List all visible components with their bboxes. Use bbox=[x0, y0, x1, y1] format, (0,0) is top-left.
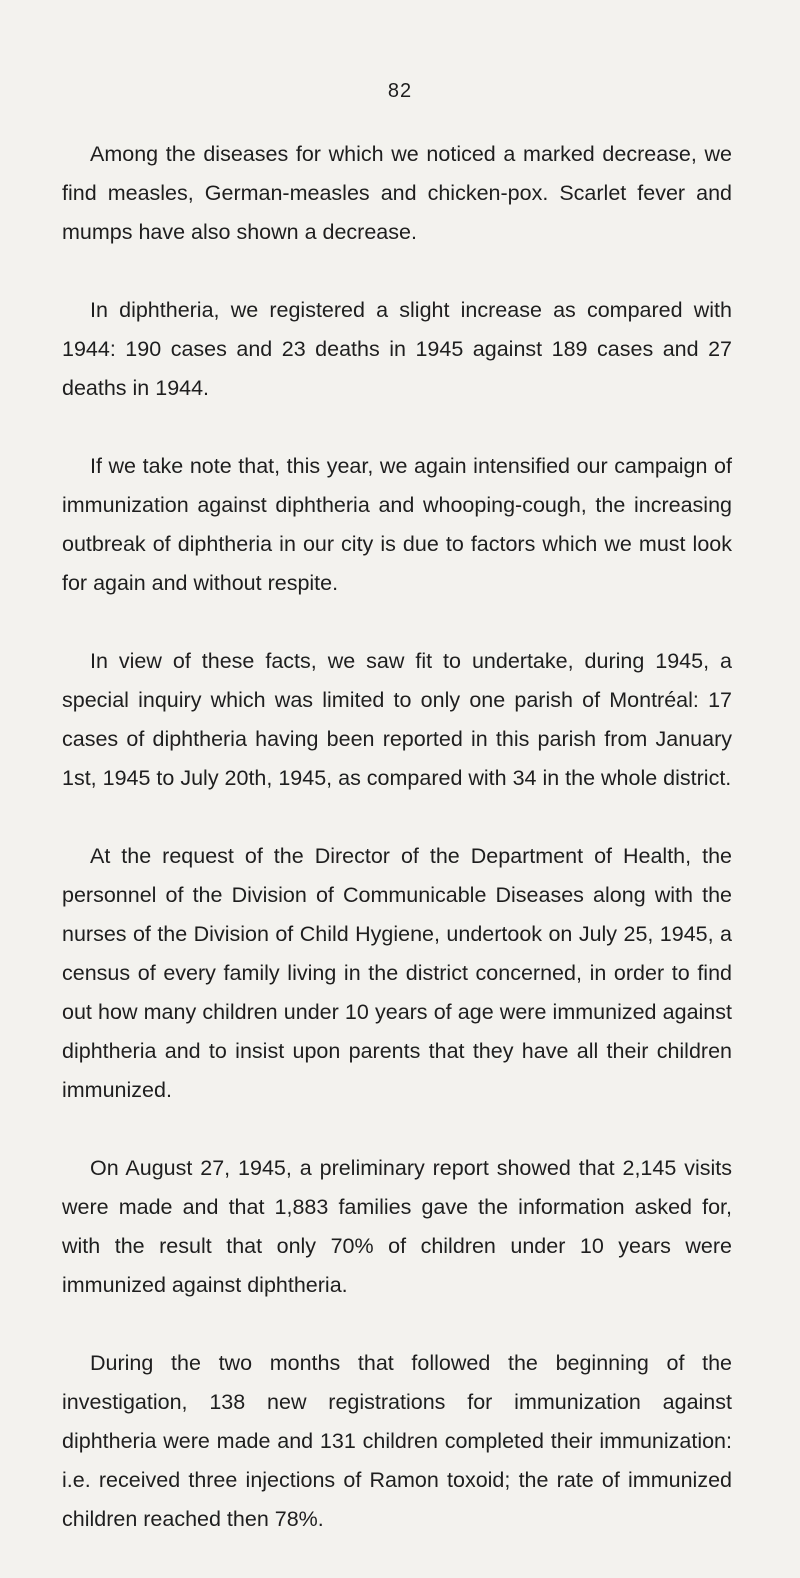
paragraph-text: During the two months that followed the beginning of the investigation, 138 new registrations for immunization against diphtheria were made and 131 children completed their immunization: i.e. received three injections of Ramon toxoid; the rate of immunized children reached then 78%. bbox=[62, 1351, 732, 1531]
paragraph-diphtheria-increase bbox=[62, 291, 732, 408]
paragraph-text: In view of these facts, we saw fit to undertake, during 1945, a special inquiry which was limited to only one parish of Montréal: 17 cases of diphtheria having been reported in this parish from January 1st, 1945 to July 20th, 1945, as compared with 34 in the whole district. bbox=[62, 649, 732, 790]
paragraph-registrations bbox=[62, 1344, 732, 1539]
paragraph-text: At the request of the Director of the Department of Health, the personnel of the Division of Communicable Diseases along with the nurses of the Division of Child Hygiene, undertook on July 25, 1945, a census of every family living in the district concerned, in order to find out how many children under 10 years of age were immunized against diphtheria and to insist upon parents that they have all their children immunized. bbox=[62, 844, 732, 1102]
paragraph-text: In diphtheria, we registered a slight increase as compared with 1944: 190 cases and 23 deaths in 1945 against 189 cases and 27 deaths in 1944. bbox=[62, 298, 732, 400]
paragraph-text: On August 27, 1945, a preliminary report showed that 2,145 visits were made and that 1,883 families gave the information asked for, with the result that only 70% of children under 10 years were immunized against diphtheria. bbox=[62, 1156, 732, 1297]
paragraph-immunization-campaign bbox=[62, 447, 732, 603]
paragraph-text: Among the diseases for which we noticed a marked decrease, we find measles, German-measles and chicken-pox. Scarlet fever and mumps have also shown a decrease. bbox=[62, 142, 732, 244]
paragraph-decrease-diseases bbox=[62, 135, 732, 252]
paragraph-census bbox=[62, 837, 732, 1110]
paragraph-text: If we take note that, this year, we again intensified our campaign of immunization against diphtheria and whooping-cough, the increasing outbreak of diphtheria in our city is due to factors which we must look for again and without respite. bbox=[62, 454, 732, 595]
page-number: 82 bbox=[387, 80, 413, 102]
body-text bbox=[62, 135, 732, 1578]
paragraph-special-inquiry bbox=[62, 642, 732, 798]
paragraph-preliminary-report bbox=[62, 1149, 732, 1305]
